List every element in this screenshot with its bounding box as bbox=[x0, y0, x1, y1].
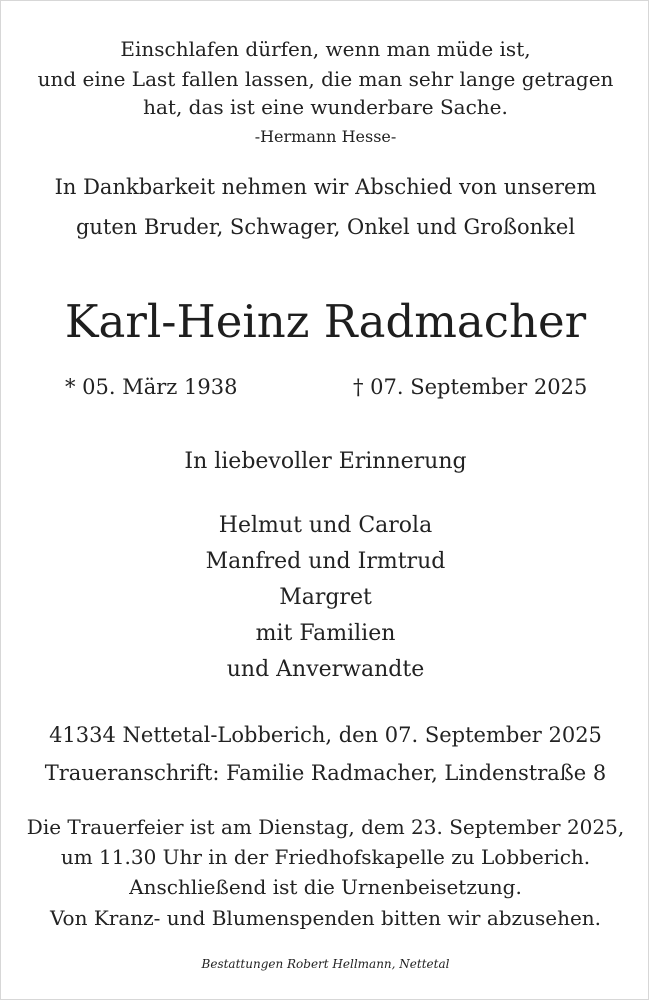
death-date: † 07. September 2025 bbox=[353, 375, 588, 399]
quote-line: und eine Last fallen lassen, die man sehr lange getragen bbox=[37, 67, 614, 91]
intro-line: In Dankbarkeit nehmen wir Abschied von unserem bbox=[54, 175, 597, 199]
intro-line: guten Bruder, Schwager, Onkel und Großonkel bbox=[75, 215, 576, 239]
quote-line: Einschlafen dürfen, wenn man müde ist, bbox=[120, 37, 531, 61]
mourner-line: mit Familien bbox=[255, 621, 396, 646]
undertaker-credit: Bestattungen Robert Hellmann, Nettetal bbox=[201, 957, 450, 971]
mourner-line: Manfred und Irmtrud bbox=[205, 549, 446, 574]
ceremony-line: Von Kranz- und Blumenspenden bitten wir abzusehen. bbox=[49, 906, 602, 930]
mourner-line: Helmut und Carola bbox=[218, 513, 433, 538]
mourner-line: Margret bbox=[279, 585, 372, 610]
ceremony-line: um 11.30 Uhr in der Friedhofskapelle zu Lobberich. bbox=[60, 845, 591, 869]
quote-line: hat, das ist eine wunderbare Sache. bbox=[143, 95, 508, 119]
remembrance-text: In liebevoller Erinnerung bbox=[184, 449, 467, 474]
ceremony-line: Die Trauerfeier ist am Dienstag, dem 23. September 2025, bbox=[26, 815, 625, 839]
mourner-line: und Anverwandte bbox=[226, 657, 425, 682]
deceased-name: Karl-Heinz Radmacher bbox=[64, 295, 587, 348]
place-date: 41334 Nettetal-Lobberich, den 07. September 2025 bbox=[49, 723, 602, 747]
birth-date: * 05. März 1938 bbox=[65, 375, 238, 399]
quote-author: -Hermann Hesse- bbox=[254, 127, 397, 146]
mourning-address: Traueranschrift: Familie Radmacher, Lindenstraße 8 bbox=[44, 761, 607, 785]
ceremony-line: Anschließend ist die Urnenbeisetzung. bbox=[129, 875, 522, 899]
